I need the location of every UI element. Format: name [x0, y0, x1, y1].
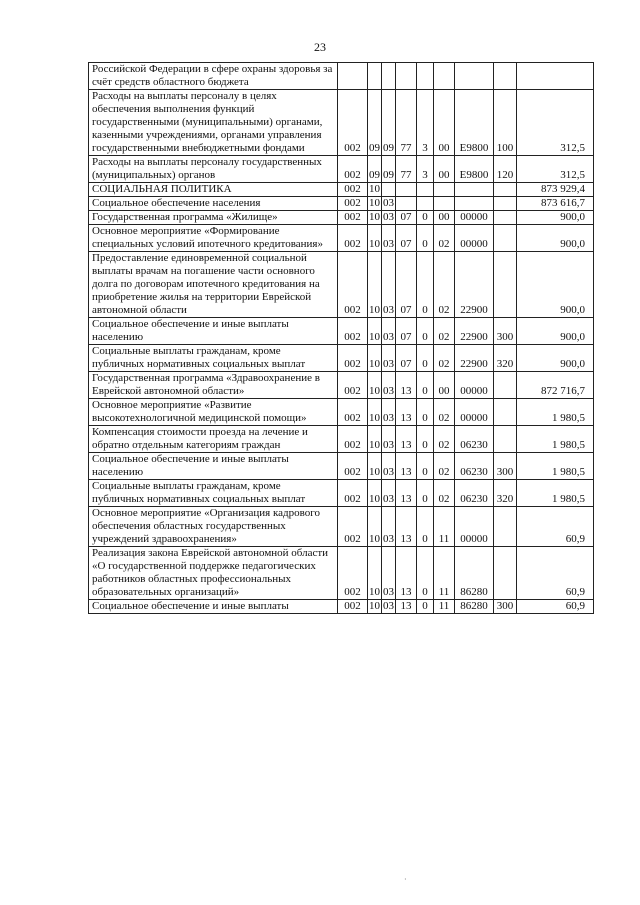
table-row: [89, 372, 594, 399]
row-subsection-code: [382, 183, 396, 197]
row-program-code: 13: [396, 600, 417, 614]
row-section-code: 10: [369, 600, 380, 612]
row-section-code: 10: [368, 480, 382, 507]
row-name: Основное мероприятие «Организация кадрового обеспечения областных государственных учреждений здравоохранения»: [89, 507, 338, 547]
row-amount: 873 929,4: [517, 183, 594, 197]
row-grbs-code: 002: [338, 345, 368, 372]
row-direction-code: [455, 63, 494, 90]
row-direction-code: 22900: [455, 318, 494, 345]
row-grbs-code: 002: [338, 225, 368, 252]
row-expense-type-code: [494, 252, 517, 318]
row-grbs-code: 002: [338, 183, 368, 197]
row-program-code: 07: [396, 225, 417, 252]
table-row: [89, 63, 594, 90]
row-activity-code: 11: [434, 547, 455, 600]
row-program-code: 07: [396, 318, 417, 345]
row-grbs-code: 002: [338, 547, 368, 600]
table-row: [89, 156, 594, 183]
row-name: Российской Федерации в сфере охраны здоровья за счёт средств областного бюджета: [89, 63, 338, 90]
row-name: Социальное обеспечение и иные выплаты: [89, 600, 338, 614]
row-grbs-code: 002: [338, 211, 368, 225]
row-activity-code: [434, 63, 455, 90]
row-subsection-code: 09: [382, 156, 396, 183]
row-subsection-code: 03: [382, 507, 396, 547]
row-amount: 1 980,5: [517, 453, 594, 480]
row-direction-code: [455, 197, 494, 211]
row-activity-code: 02: [434, 426, 455, 453]
row-expense-type-code: [494, 372, 517, 399]
row-section-code: 10: [368, 345, 382, 372]
row-direction-code: 86280: [455, 547, 494, 600]
table-row: [89, 225, 594, 252]
row-subsection-code: 03: [382, 318, 396, 345]
row-expense-type-code: [494, 399, 517, 426]
row-section-code: 09: [368, 156, 382, 183]
row-expense-type-code: [494, 225, 517, 252]
row-subsection-code: 03: [382, 547, 396, 600]
row-section-code: 10: [368, 252, 382, 318]
row-subprogram-code: [417, 197, 434, 211]
row-subprogram-code: 0: [417, 399, 434, 426]
row-activity-code: 02: [434, 318, 455, 345]
row-subprogram-code: 0: [417, 345, 434, 372]
row-subprogram-code: 0: [417, 426, 434, 453]
row-amount: 900,0: [517, 252, 594, 318]
row-direction-code: 06230: [455, 453, 494, 480]
row-amount: 312,5: [517, 156, 594, 183]
row-subprogram-code: 0: [417, 372, 434, 399]
row-activity-code: 02: [434, 399, 455, 426]
row-name: Социальные выплаты гражданам, кроме публичных нормативных социальных выплат: [89, 345, 338, 372]
row-grbs-code: 002: [338, 399, 368, 426]
row-section-code: 10: [369, 211, 380, 223]
row-subprogram-code: 3: [417, 156, 434, 183]
row-section-code: [368, 63, 382, 90]
row-grbs-code: 002: [338, 252, 368, 318]
row-subsection-code: 03: [383, 197, 394, 209]
row-name: Основное мероприятие «Развитие высокотехнологичной медицинской помощи»: [89, 399, 338, 426]
table-row: [89, 507, 594, 547]
row-program-code: 07: [396, 252, 417, 318]
row-program-code: 77: [396, 156, 417, 183]
row-amount: 1 980,5: [517, 426, 594, 453]
row-activity-code: 02: [434, 225, 455, 252]
row-direction-code: [455, 183, 494, 197]
row-section-code: 10: [368, 225, 382, 252]
row-subprogram-code: 0: [417, 318, 434, 345]
row-subprogram-code: 0: [417, 600, 434, 614]
row-section-code: 10: [368, 547, 382, 600]
row-section-code: 10: [368, 399, 382, 426]
row-grbs-code: 002: [338, 600, 368, 614]
row-program-code: 13: [396, 426, 417, 453]
row-section-code: 09: [368, 90, 382, 156]
row-name: Расходы на выплаты персоналу государственных (муниципальных) органов: [89, 156, 338, 183]
table-row: [89, 426, 594, 453]
row-program-code: [396, 63, 417, 90]
table-row: [89, 399, 594, 426]
row-grbs-code: 002: [338, 318, 368, 345]
row-program-code: 13: [396, 507, 417, 547]
row-subsection-code: 09: [382, 90, 396, 156]
table-row: [89, 318, 594, 345]
row-expense-type-code: [494, 547, 517, 600]
row-expense-type-code: 300: [494, 600, 517, 614]
table-row: [89, 90, 594, 156]
row-subprogram-code: 3: [417, 90, 434, 156]
row-direction-code: Е9800: [455, 156, 494, 183]
row-subprogram-code: 0: [417, 507, 434, 547]
table-row: [89, 345, 594, 372]
row-direction-code: 06230: [455, 480, 494, 507]
row-direction-code: 00000: [455, 211, 494, 225]
row-activity-code: 11: [434, 600, 455, 614]
row-subprogram-code: 0: [417, 211, 434, 225]
row-amount: 1 980,5: [517, 480, 594, 507]
row-subsection-code: 03: [383, 211, 394, 223]
row-expense-type-code: [494, 507, 517, 547]
row-subsection-code: [382, 63, 396, 90]
row-expense-type-code: [494, 197, 517, 211]
table-row: [89, 547, 594, 600]
row-name: Государственная программа «Жилище»: [89, 211, 338, 225]
row-name: Социальные выплаты гражданам, кроме публичных нормативных социальных выплат: [89, 480, 338, 507]
row-direction-code: 06230: [455, 426, 494, 453]
row-grbs-code: [338, 63, 368, 90]
row-activity-code: [434, 197, 455, 211]
row-name: Социальное обеспечение и иные выплаты населению: [89, 453, 338, 480]
page-number: 23: [314, 40, 326, 54]
row-name: Предоставление единовременной социальной выплаты врачам на погашение части основного долга по договорам ипотечного кредитования на приобретение жилья на территории Еврейской автономной области: [89, 252, 338, 318]
row-amount: 1 980,5: [517, 399, 594, 426]
row-expense-type-code: [494, 183, 517, 197]
row-subsection-code: 03: [383, 600, 394, 612]
row-subsection-code: 03: [382, 372, 396, 399]
row-subsection-code: 03: [382, 399, 396, 426]
scan-mark: ·: [404, 875, 407, 884]
row-section-code: 10: [368, 426, 382, 453]
table-row: [89, 252, 594, 318]
row-name: Социальное обеспечение и иные выплаты населению: [89, 318, 338, 345]
row-amount: 900,0: [517, 225, 594, 252]
row-program-code: 13: [396, 372, 417, 399]
row-direction-code: 22900: [455, 345, 494, 372]
row-expense-type-code: [494, 426, 517, 453]
row-expense-type-code: 320: [494, 345, 517, 372]
row-amount: 60,9: [517, 507, 594, 547]
row-subsection-code: 03: [382, 426, 396, 453]
row-activity-code: 02: [434, 453, 455, 480]
row-amount: 312,5: [517, 90, 594, 156]
row-subsection-code: 03: [382, 480, 396, 507]
row-program-code: 77: [396, 90, 417, 156]
row-subprogram-code: [417, 63, 434, 90]
row-program-code: [396, 197, 417, 211]
row-expense-type-code: 100: [494, 90, 517, 156]
row-grbs-code: 002: [338, 507, 368, 547]
row-grbs-code: 002: [338, 90, 368, 156]
row-subprogram-code: 0: [417, 480, 434, 507]
row-expense-type-code: 320: [494, 480, 517, 507]
row-amount: [517, 63, 594, 90]
row-section-code: 10: [368, 507, 382, 547]
row-subprogram-code: 0: [417, 453, 434, 480]
row-name: Реализация закона Еврейской автономной области «О государственной поддержке педагогических работников областных профессиональных образовательных организаций»: [89, 547, 338, 600]
row-section-code: 10: [368, 453, 382, 480]
row-direction-code: 00000: [455, 372, 494, 399]
row-direction-code: 00000: [455, 225, 494, 252]
row-direction-code: Е9800: [455, 90, 494, 156]
row-name: Компенсация стоимости проезда на лечение и обратно отдельным категориям граждан: [89, 426, 338, 453]
row-activity-code: 11: [434, 507, 455, 547]
row-section-code: 10: [368, 318, 382, 345]
row-name: СОЦИАЛЬНАЯ ПОЛИТИКА: [89, 183, 338, 197]
row-subprogram-code: [417, 183, 434, 197]
row-activity-code: 00: [434, 372, 455, 399]
row-subsection-code: 03: [382, 225, 396, 252]
row-expense-type-code: [494, 63, 517, 90]
row-subsection-code: 03: [382, 252, 396, 318]
table-row: [89, 600, 594, 614]
row-name: Расходы на выплаты персоналу в целях обеспечения выполнения функций государственными (муниципальными) органами, казенными учреждениями, органами управления государственными внебюджетными фондами: [89, 90, 338, 156]
row-activity-code: [434, 183, 455, 197]
budget-table-body: [89, 63, 594, 614]
row-subprogram-code: 0: [417, 225, 434, 252]
row-direction-code: 00000: [455, 399, 494, 426]
table-row: [89, 183, 594, 197]
row-section-code: 10: [369, 197, 380, 209]
row-amount: 60,9: [517, 547, 594, 600]
table-row: [89, 480, 594, 507]
table-row: [89, 197, 594, 211]
row-expense-type-code: 300: [494, 453, 517, 480]
row-amount: 872 716,7: [517, 372, 594, 399]
row-direction-code: 86280: [455, 600, 494, 614]
row-program-code: 07: [396, 211, 417, 225]
row-amount: 60,9: [517, 600, 594, 614]
row-grbs-code: 002: [338, 480, 368, 507]
row-expense-type-code: [494, 211, 517, 225]
row-subprogram-code: 0: [417, 547, 434, 600]
row-section-code: 10: [369, 183, 380, 195]
row-grbs-code: 002: [338, 372, 368, 399]
budget-table: [88, 62, 594, 614]
row-amount: 900,0: [517, 345, 594, 372]
row-program-code: 13: [396, 547, 417, 600]
row-subsection-code: 03: [382, 453, 396, 480]
row-amount: 900,0: [517, 318, 594, 345]
row-activity-code: 00: [434, 211, 455, 225]
table-row: [89, 211, 594, 225]
row-grbs-code: 002: [338, 156, 368, 183]
row-direction-code: 00000: [455, 507, 494, 547]
table-row: [89, 453, 594, 480]
row-amount: 873 616,7: [517, 197, 594, 211]
row-activity-code: 02: [434, 345, 455, 372]
row-subprogram-code: 0: [417, 252, 434, 318]
row-expense-type-code: 120: [494, 156, 517, 183]
row-program-code: [396, 183, 417, 197]
row-expense-type-code: 300: [494, 318, 517, 345]
row-name: Социальное обеспечение населения: [89, 197, 338, 211]
row-grbs-code: 002: [338, 197, 368, 211]
row-grbs-code: 002: [338, 426, 368, 453]
row-program-code: 13: [396, 453, 417, 480]
row-direction-code: 22900: [455, 252, 494, 318]
row-name: Государственная программа «Здравоохранение в Еврейской автономной области»: [89, 372, 338, 399]
row-activity-code: 00: [434, 90, 455, 156]
row-grbs-code: 002: [338, 453, 368, 480]
row-program-code: 07: [396, 345, 417, 372]
row-section-code: 10: [368, 372, 382, 399]
row-activity-code: 02: [434, 480, 455, 507]
row-activity-code: 00: [434, 156, 455, 183]
row-name: Основное мероприятие «Формирование специальных условий ипотечного кредитования»: [89, 225, 338, 252]
row-amount: 900,0: [517, 211, 594, 225]
row-subsection-code: 03: [382, 345, 396, 372]
row-program-code: 13: [396, 480, 417, 507]
row-activity-code: 02: [434, 252, 455, 318]
row-program-code: 13: [396, 399, 417, 426]
